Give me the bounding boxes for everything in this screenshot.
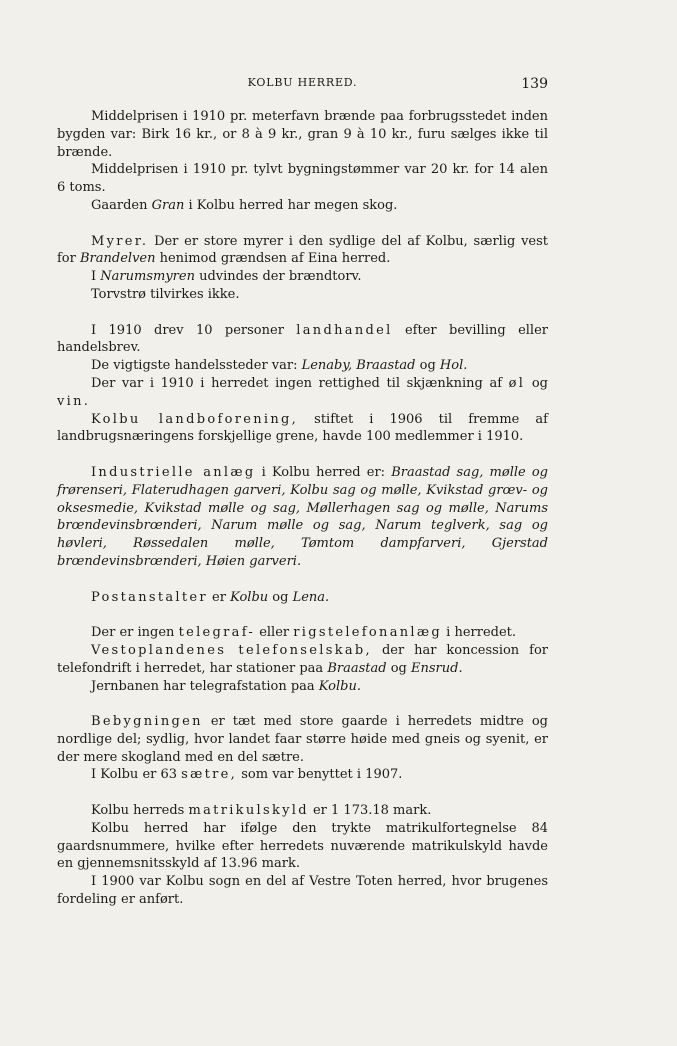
- paragraph-gaardsnummere: Kolbu herred har ifølge den trykte matrikulfortegnelse 84 gaardsnummere, hvilke efter herredets nuværende matrikulskyld havde en gjennemsnitsskyld af 13.96 mark.: [57, 820, 548, 872]
- paragraph-jernbanen: Jernbanen har telegrafstation paa Kolbu.: [91, 678, 361, 694]
- paragraph-industri: Industrielle anlæg i Kolbu herred er: Braastad sag, mølle og frørenseri, Flaterudhagen garveri, Kolbu sag og mølle, Kvikstad grœv- og oksesmedie, Kvikstad mølle og sag, Møllerhagen sag og mølle, Narums brœndevinsbrœnderi, Narum mølle og sag, Narum teglverk, sag og høvleri, Røssedalen mølle, Tømtom dampfarveri, Gjerstad brœndevinsbrœnderi, Høien garveri.: [57, 464, 548, 569]
- paragraph-timber-prices: Middelprisen i 1910 pr. tylvt bygningstømmer var 20 kr. for 14 alen 6 toms.: [57, 162, 548, 196]
- paragraph-telefonselskab: Vestoplandenes telefonselskab, der har koncession for telefondrift i herredet, har stationer paa Braastad og Ensrud.: [57, 642, 548, 676]
- paragraph-vestre-toten: I 1900 var Kolbu sogn en del af Vestre Toten herred, hvor brugenes fordeling er anført.: [57, 874, 548, 908]
- paragraph-telegraf: Der er ingen telegraf- eller rigstelefonanlæg i herredet.: [91, 625, 517, 641]
- running-header: [57, 76, 548, 96]
- paragraph-postanstalter: Postanstalter er Kolbu og Lena.: [91, 589, 330, 605]
- paragraph-myrer: Myrer. Der er store myrer i den sydlige del af Kolbu, særlig vest for Brandelven henimod grændsen af Eina herred.: [57, 233, 548, 267]
- paragraph-torvstro: Torvstrø tilvirkes ikke.: [91, 286, 240, 302]
- paragraph-bebygningen: Bebygningen er tæt med store gaarde i herredets midtre og nordlige del; sydlig, hvor landet faar større høide med gneis og syenit, er der mere skogland med en del sætre.: [57, 714, 548, 765]
- paragraph-saetre: I Kolbu er 63 sætre, som var benyttet i 1907.: [91, 767, 403, 783]
- paragraph-skjaenkning: Der var i 1910 i herredet ingen rettighed til skjænkning af øl og vin.: [57, 375, 548, 409]
- paragraph-firewood-prices: Middelprisen i 1910 pr. meterfavn brænde paa forbrugsstedet inden bygden var: Birk 16 kr., or 8 à 9 kr., gran 9 à 10 kr., furu sælges ikke til brænde.: [57, 109, 548, 160]
- paragraph-narumsmyren: I Narumsmyren udvindes der brændtorv.: [91, 269, 362, 285]
- paragraph-landboforening: Kolbu landboforening, stiftet i 1906 til fremme af landbrugsnæringens forskjellige grene, havde 100 medlemmer i 1910.: [57, 411, 548, 445]
- paragraph-landhandel: I 1910 drev 10 personer landhandel efter bevilling eller handelsbrev.: [57, 322, 548, 356]
- body-text: [57, 108, 548, 909]
- page-number: 139: [521, 76, 548, 92]
- paragraph-gran-forest: Gaarden Gran i Kolbu herred har megen skog.: [91, 197, 398, 213]
- paragraph-matrikulskyld: Kolbu herreds matrikulskyld er 1 173.18 mark.: [91, 803, 432, 819]
- paragraph-handelssteder: De vigtigste handelssteder var: Lenaby, Braastad og Hol.: [91, 358, 468, 374]
- header-title: KOLBU HERRED.: [247, 76, 358, 89]
